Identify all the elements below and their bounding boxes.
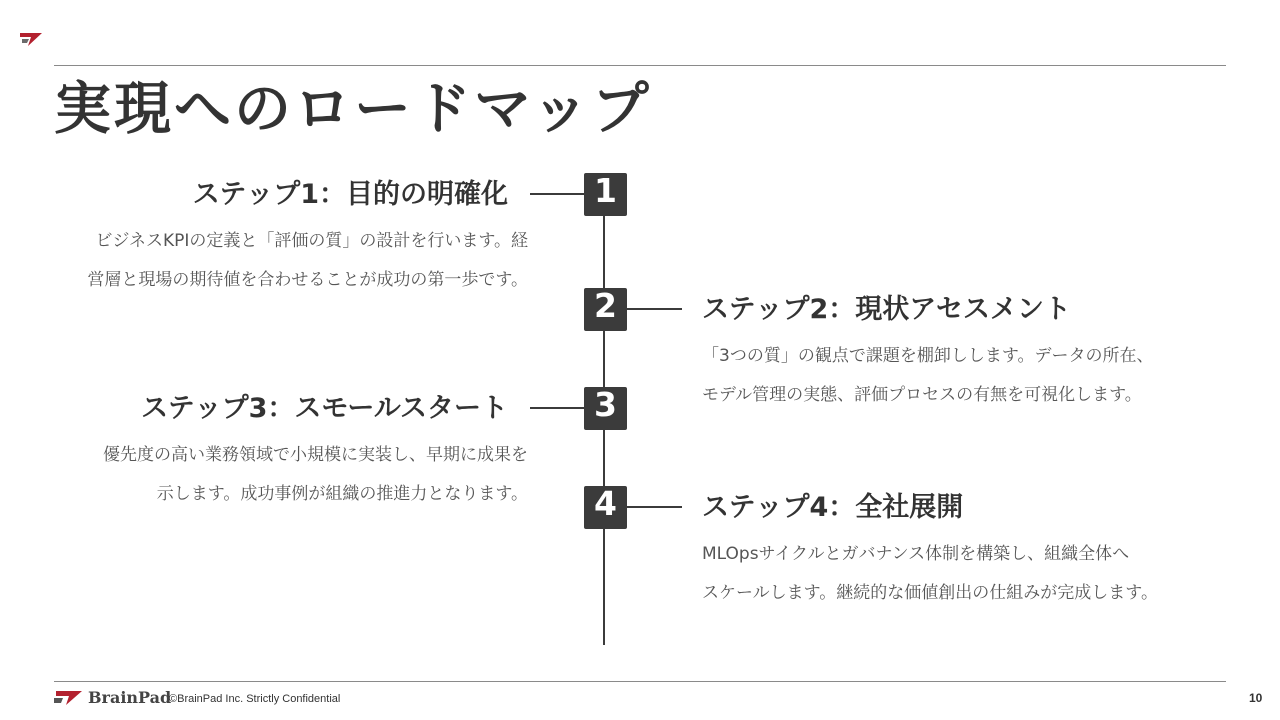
step-2-title: ステップ2：現状アセスメント [702,294,1071,325]
step-4-description [702,535,1242,613]
step-4-description-line-2: スケールします。継続的な価値創出の仕組みが完成します。 [702,583,1158,603]
step-4-connector [626,506,682,508]
step-1-number-badge: 1 [584,173,627,216]
step-4-description-line-1: MLOpsサイクルとガバナンス体制を構築し、組織全体へ [702,544,1130,564]
step-2-description-line-1: 「3つの質」の観点で課題を棚卸しします。データの所在、 [702,346,1154,366]
step-3-description-line-1: 優先度の高い業務領域で小規模に実装し、早期に成果を [103,445,528,465]
footer-divider [54,681,1226,682]
step-3-connector [530,407,585,409]
page-title: 実現へのロードマップ [54,76,652,142]
brainpad-logo [54,688,171,707]
step-4-number-badge: 4 [584,486,627,529]
step-2-number-badge: 2 [584,288,627,331]
step-2-description [702,337,1242,415]
step-3-description-line-2: 示します。成功事例が組織の推進力となります。 [156,484,528,504]
step-2-connector [626,308,682,310]
step-1-connector [530,193,585,195]
step-1-title: ステップ1：目的の明確化 [192,179,508,210]
page-number: 10 [1249,691,1263,705]
brainpad-logo-text: BrainPad [88,688,172,707]
step-3-number-badge: 3 [584,387,627,430]
copyright-notice: ©BrainPad Inc. Strictly Confidential [169,693,341,705]
header-divider [54,65,1226,66]
step-1-description-line-1: ビジネスKPIの定義と「評価の質」の設計を行います。経 [95,231,528,251]
step-3-title: ステップ3：スモールスタート [141,393,508,424]
brand-mark-icon [18,30,44,48]
step-2-description-line-2: モデル管理の実態、評価プロセスの有無を可視化します。 [702,385,1142,405]
step-1-description [28,222,528,300]
step-4-title: ステップ4：全社展開 [702,492,964,523]
step-3-description [28,436,528,514]
brainpad-logo-icon [54,689,84,707]
step-1-description-line-2: 営層と現場の期待値を合わせることが成功の第一歩です。 [87,270,528,290]
